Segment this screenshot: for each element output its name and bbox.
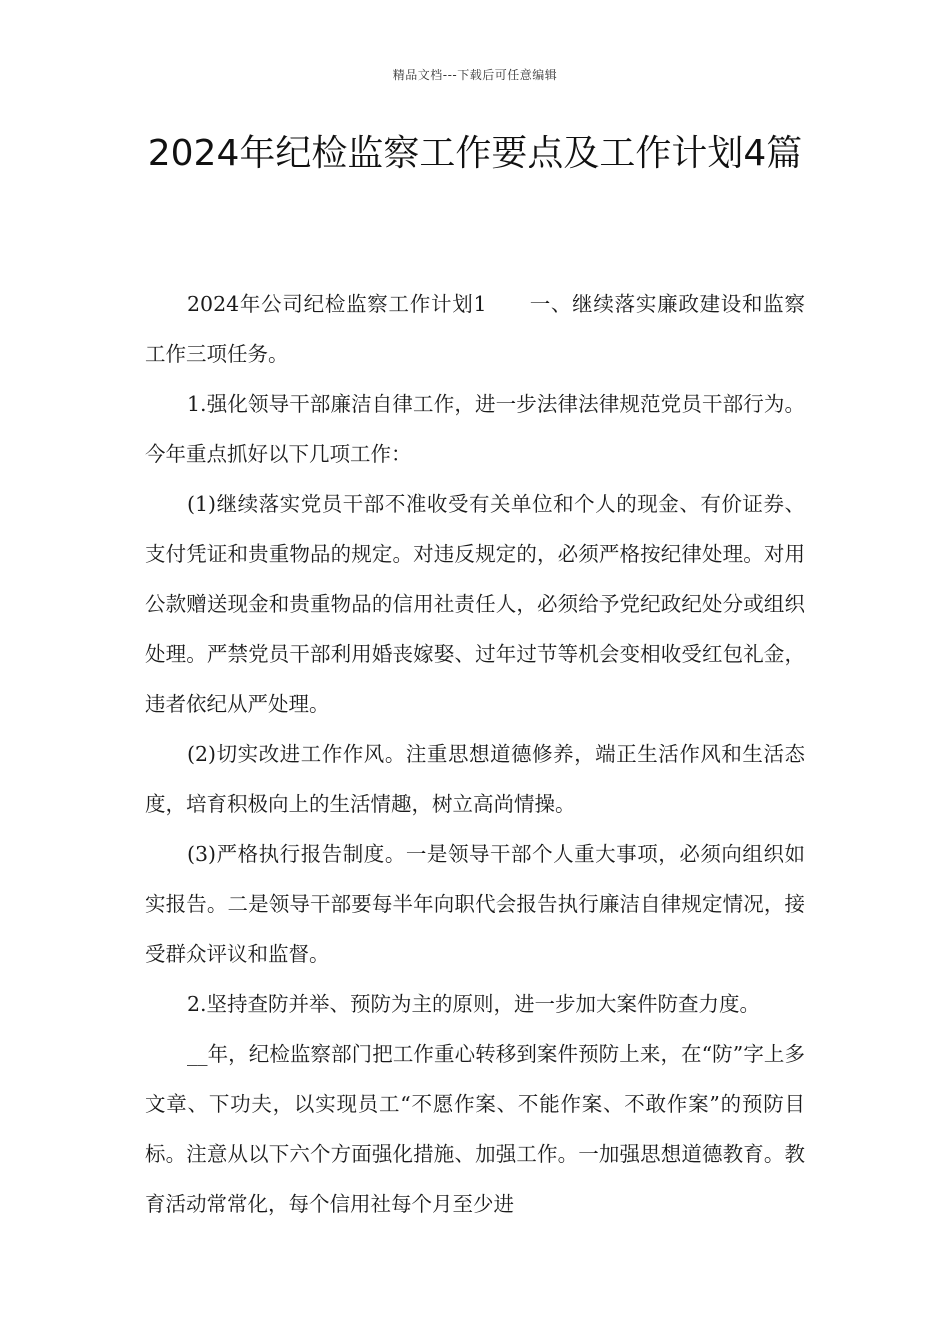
paragraph: (3)严格执行报告制度。一是领导干部个人重大事项，必须向组织如实报告。二是领导干部要每半年向职代会报告执行廉洁自律规定情况，接受群众评议和监督。 xyxy=(145,842,805,966)
paragraph: (1)继续落实党员干部不准收受有关单位和个人的现金、有价证券、支付凭证和贵重物品的规定。对违反规定的，必须严格按纪律处理。对用公款赠送现金和贵重物品的信用社责任人，必须给予党纪政纪处分或组织处理。严禁党员干部利用婚丧嫁娶、过年过节等机会变相收受红包礼金，违者依纪从严处理。 xyxy=(145,492,805,716)
paragraph: (2)切实改进工作作风。注重思想道德修养，端正生活作风和生活态度，培育积极向上的生活情趣，树立高尚情操。 xyxy=(145,742,805,816)
document-body xyxy=(145,279,805,1229)
paragraph: 2.坚持查防并举、预防为主的原则，进一步加大案件防查力度。 xyxy=(187,992,761,1016)
paragraph: 2024年公司纪检监察工作计划1 一、继续落实廉政建设和监察工作三项任务。 xyxy=(145,292,805,366)
paragraph: __年，纪检监察部门把工作重心转移到案件预防上来，在“防”字上多文章、下功夫，以实现员工“不愿作案、不能作案、不敢作案”的预防目标。注意从以下六个方面强化措施、加强工作。一加强思想道德教育。教育活动常常化，每个信用社每个月至少进 xyxy=(145,1042,805,1216)
paragraph: 1.强化领导干部廉洁自律工作，进一步法律法律规范党员干部行为。今年重点抓好以下几项工作： xyxy=(145,392,805,466)
document-title: 2024年纪检监察工作要点及工作计划4篇 xyxy=(147,133,803,174)
page-header: 精品文档---下载后可任意编辑 xyxy=(392,68,558,82)
